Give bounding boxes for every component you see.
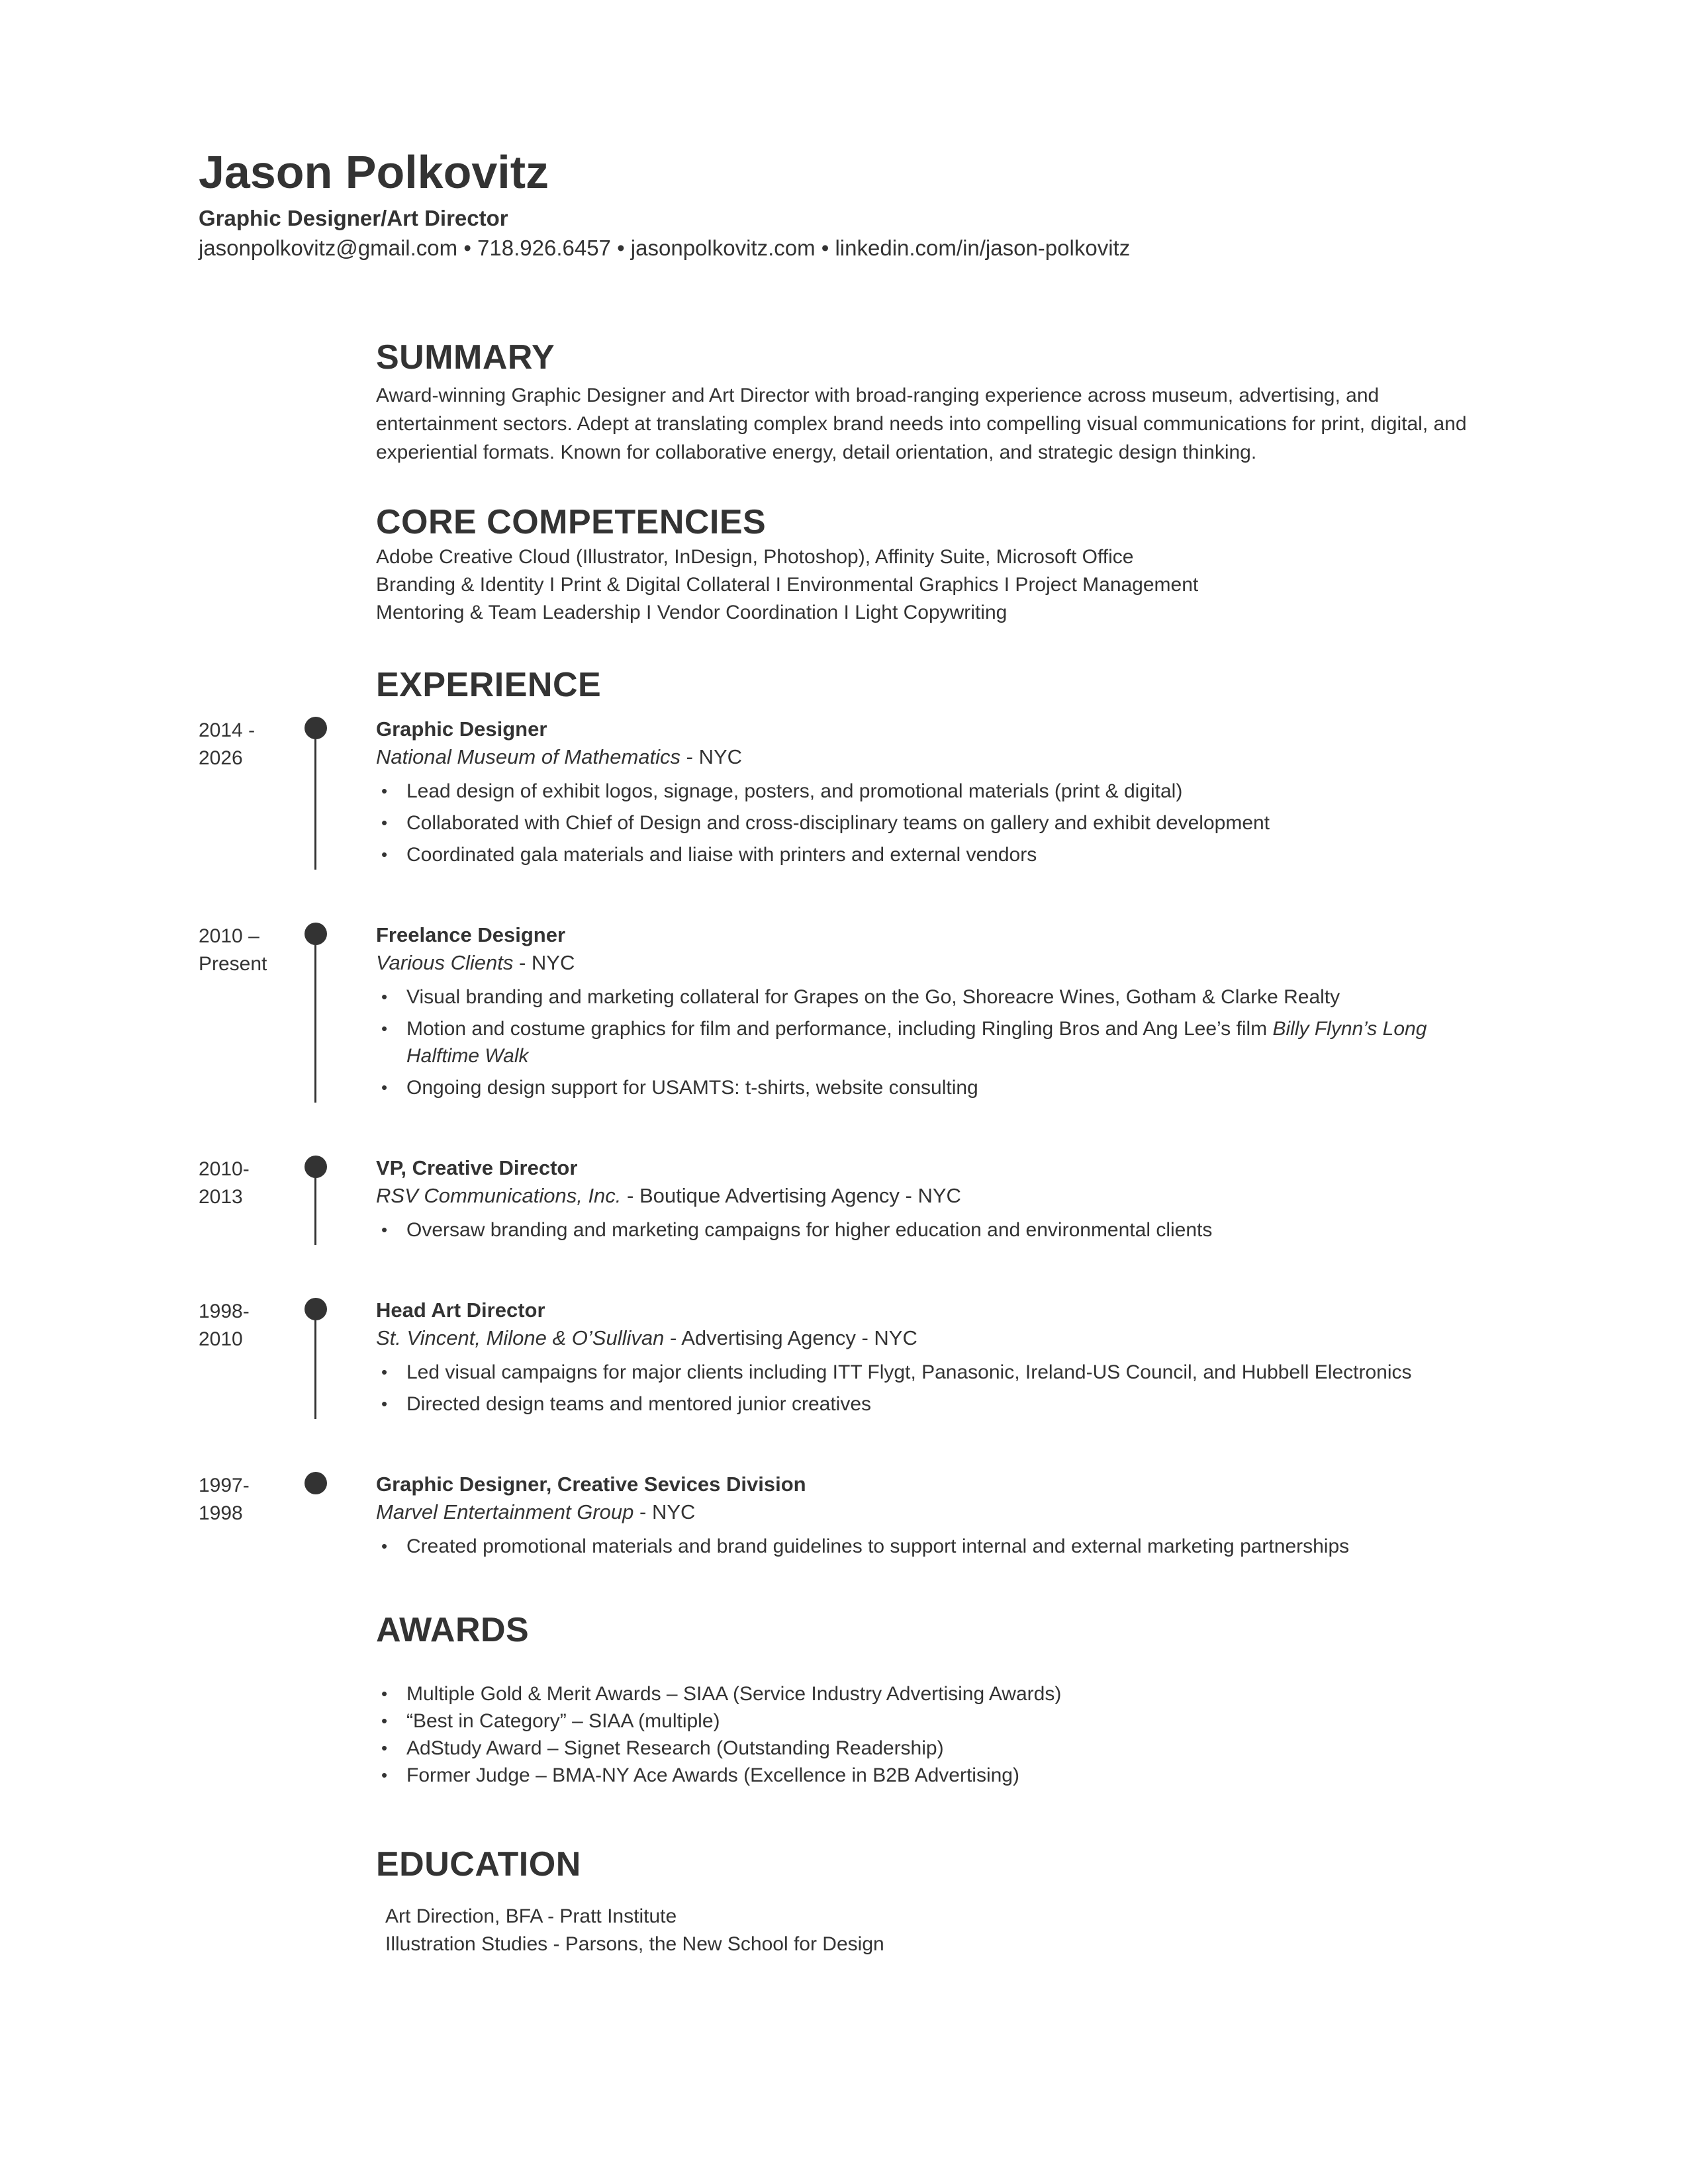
entry-date-line: Present <box>199 953 267 975</box>
entry-company-name: Various Clients <box>376 951 514 974</box>
experience-entry <box>199 715 1523 921</box>
experience-heading: EXPERIENCE <box>376 666 602 704</box>
summary-section <box>376 340 1523 467</box>
competency-line: Adobe Creative Cloud (Illustrator, InDesign, Photoshop), Affinity Suite, Microsoft Office <box>376 546 1134 568</box>
experience-entries <box>199 715 1523 1613</box>
experience-entry <box>199 1297 1523 1471</box>
entry-dates <box>199 715 305 868</box>
entry-bullet <box>376 1390 1499 1418</box>
summary-heading: SUMMARY <box>376 338 555 377</box>
awards-section <box>376 1613 1523 1789</box>
summary-text: Award-winning Graphic Designer and Art Director with broad-ranging experience across museum, advertising, and entertainment sectors. Adept at translating complex brand needs into compelling visual communications for print, digital, and experiential formats. Known for collaborative energy, detail orientation, and strategic design thinking. <box>376 385 1467 463</box>
timeline-line <box>314 934 316 1103</box>
entry-company-detail: - NYC <box>513 951 575 974</box>
entry-content <box>376 715 1523 868</box>
entry-date-line: 2026 <box>199 747 243 769</box>
contact-line: jasonpolkovitz@gmail.com • 718.926.6457 • jasonpolkovitz.com • linkedin.com/in/jason-polkovitz <box>199 236 1131 260</box>
competency-line: Mentoring & Team Leadership I Vendor Coordination I Light Copywriting <box>376 602 1008 623</box>
entry-title: VP, Creative Director <box>376 1156 578 1179</box>
entry-bullet <box>376 1015 1499 1069</box>
core-competencies-section <box>376 505 1523 627</box>
bullet-text-segment: Led visual campaigns for major clients including ITT Flygt, Panasonic, Ireland-US Council, and Hubbell Electronics <box>406 1361 1412 1383</box>
entry-content <box>376 1154 1523 1244</box>
entry-company-detail: - NYC <box>680 745 743 768</box>
competency-list <box>376 543 1523 627</box>
entry-bullet <box>376 1216 1499 1244</box>
entry-bullet <box>376 841 1499 868</box>
bullet-text-segment: Directed design teams and mentored junior creatives <box>406 1393 872 1415</box>
timeline-cell <box>305 1154 376 1244</box>
experience-entry <box>199 921 1523 1154</box>
award-item: • Multiple Gold & Merit Awards – SIAA (Service Industry Advertising Awards) <box>376 1680 1499 1707</box>
entry-date-line: 1997- <box>199 1475 250 1496</box>
header <box>199 147 1523 262</box>
bullet-text-segment: Motion and costume graphics for film and performance, including Ringling Bros and Ang Lee’s film <box>406 1018 1273 1040</box>
entry-content <box>376 1471 1523 1560</box>
experience-section <box>199 668 1523 1613</box>
timeline-cell <box>305 1297 376 1418</box>
entry-company-detail: - Advertising Agency - NYC <box>664 1326 917 1349</box>
timeline-line <box>314 1309 316 1419</box>
person-name: Jason Polkovitz <box>199 146 549 198</box>
entry-company-name: Marvel Entertainment Group <box>376 1500 634 1524</box>
timeline-cell <box>305 715 376 868</box>
timeline-line <box>314 1167 316 1245</box>
entry-date-line: 2010- <box>199 1158 250 1180</box>
entry-date-line: 2014 - <box>199 719 256 741</box>
entry-date-line: 2010 <box>199 1328 243 1350</box>
entry-content <box>376 1297 1523 1418</box>
entry-company-detail: - NYC <box>633 1500 696 1524</box>
entry-company-name: RSV Communications, Inc. <box>376 1184 622 1207</box>
entry-company <box>376 949 1523 977</box>
entry-company-name: St. Vincent, Milone & O’Sullivan <box>376 1326 665 1349</box>
core-competencies-heading: CORE COMPETENCIES <box>376 503 767 541</box>
entry-company <box>376 743 1523 771</box>
bullet-text-segment: Visual branding and marketing collateral for Grapes on the Go, Shoreacre Wines, Gotham & Clarke Realty <box>406 986 1340 1008</box>
entry-bullet <box>376 1533 1499 1560</box>
education-heading: EDUCATION <box>376 1845 581 1884</box>
timeline-cell <box>305 921 376 1101</box>
entry-bullet <box>376 1074 1499 1101</box>
entry-bullet <box>376 1359 1499 1386</box>
entry-bullets <box>376 1216 1523 1244</box>
entry-title: Graphic Designer, Creative Sevices Division <box>376 1473 806 1496</box>
entry-date-line: 2010 – <box>199 925 259 947</box>
bullet-text-segment: Collaborated with Chief of Design and cross-disciplinary teams on gallery and exhibit development <box>406 812 1270 834</box>
entry-date-line: 2013 <box>199 1186 243 1208</box>
entry-title: Head Art Director <box>376 1298 545 1322</box>
timeline-line <box>314 728 316 870</box>
entry-date-line: 1998- <box>199 1300 250 1322</box>
education-line: Illustration Studies - Parsons, the New School for Design <box>385 1933 884 1955</box>
education-section <box>376 1847 1523 1958</box>
education-line: Art Direction, BFA - Pratt Institute <box>385 1905 677 1927</box>
competency-line: Branding & Identity I Print & Digital Collateral I Environmental Graphics I Project Management <box>376 574 1199 596</box>
education-lines <box>376 1903 1523 1958</box>
entry-bullets <box>376 1533 1523 1560</box>
bullet-text-segment: Lead design of exhibit logos, signage, posters, and promotional materials (print & digital) <box>406 780 1183 802</box>
bullet-text-segment: Billy Flynn’s Long Halftime Walk <box>406 1018 1427 1067</box>
entry-company <box>376 1182 1523 1210</box>
entry-company <box>376 1324 1523 1352</box>
entry-company <box>376 1498 1523 1526</box>
bullet-text-segment: Coordinated gala materials and liaise with printers and external vendors <box>406 844 1037 866</box>
entry-bullet <box>376 778 1499 805</box>
timeline-dot <box>305 1472 327 1494</box>
experience-entry <box>199 1154 1523 1297</box>
entry-title: Freelance Designer <box>376 923 566 946</box>
bullet-text-segment: Ongoing design support for USAMTS: t-shirts, website consulting <box>406 1077 978 1099</box>
entry-company-detail: - Boutique Advertising Agency - NYC <box>621 1184 961 1207</box>
entry-bullet <box>376 809 1499 837</box>
timeline-cell <box>305 1471 376 1560</box>
entry-bullets <box>376 983 1523 1101</box>
entry-date-line: 1998 <box>199 1502 243 1524</box>
entry-dates <box>199 1297 305 1418</box>
person-role: Graphic Designer/Art Director <box>199 206 508 230</box>
entry-company-name: National Museum of Mathematics <box>376 745 681 768</box>
entry-bullet <box>376 983 1499 1011</box>
award-item: • “Best in Category” – SIAA (multiple) <box>376 1707 1499 1735</box>
bullet-text-segment: Oversaw branding and marketing campaigns for higher education and environmental clients <box>406 1219 1213 1241</box>
entry-dates <box>199 921 305 1101</box>
entry-dates <box>199 1154 305 1244</box>
award-item: • Former Judge – BMA-NY Ace Awards (Excellence in B2B Advertising) <box>376 1762 1499 1789</box>
awards-heading: AWARDS <box>376 1611 530 1649</box>
entry-bullets <box>376 1359 1523 1418</box>
entry-content <box>376 921 1523 1101</box>
awards-list <box>376 1680 1523 1789</box>
bullet-text-segment: Created promotional materials and brand guidelines to support internal and external marketing partnerships <box>406 1535 1350 1557</box>
entry-title: Graphic Designer <box>376 717 547 741</box>
award-item: • AdStudy Award – Signet Research (Outstanding Readership) <box>376 1735 1499 1762</box>
entry-dates <box>199 1471 305 1560</box>
experience-entry <box>199 1471 1523 1613</box>
entry-bullets <box>376 778 1523 868</box>
